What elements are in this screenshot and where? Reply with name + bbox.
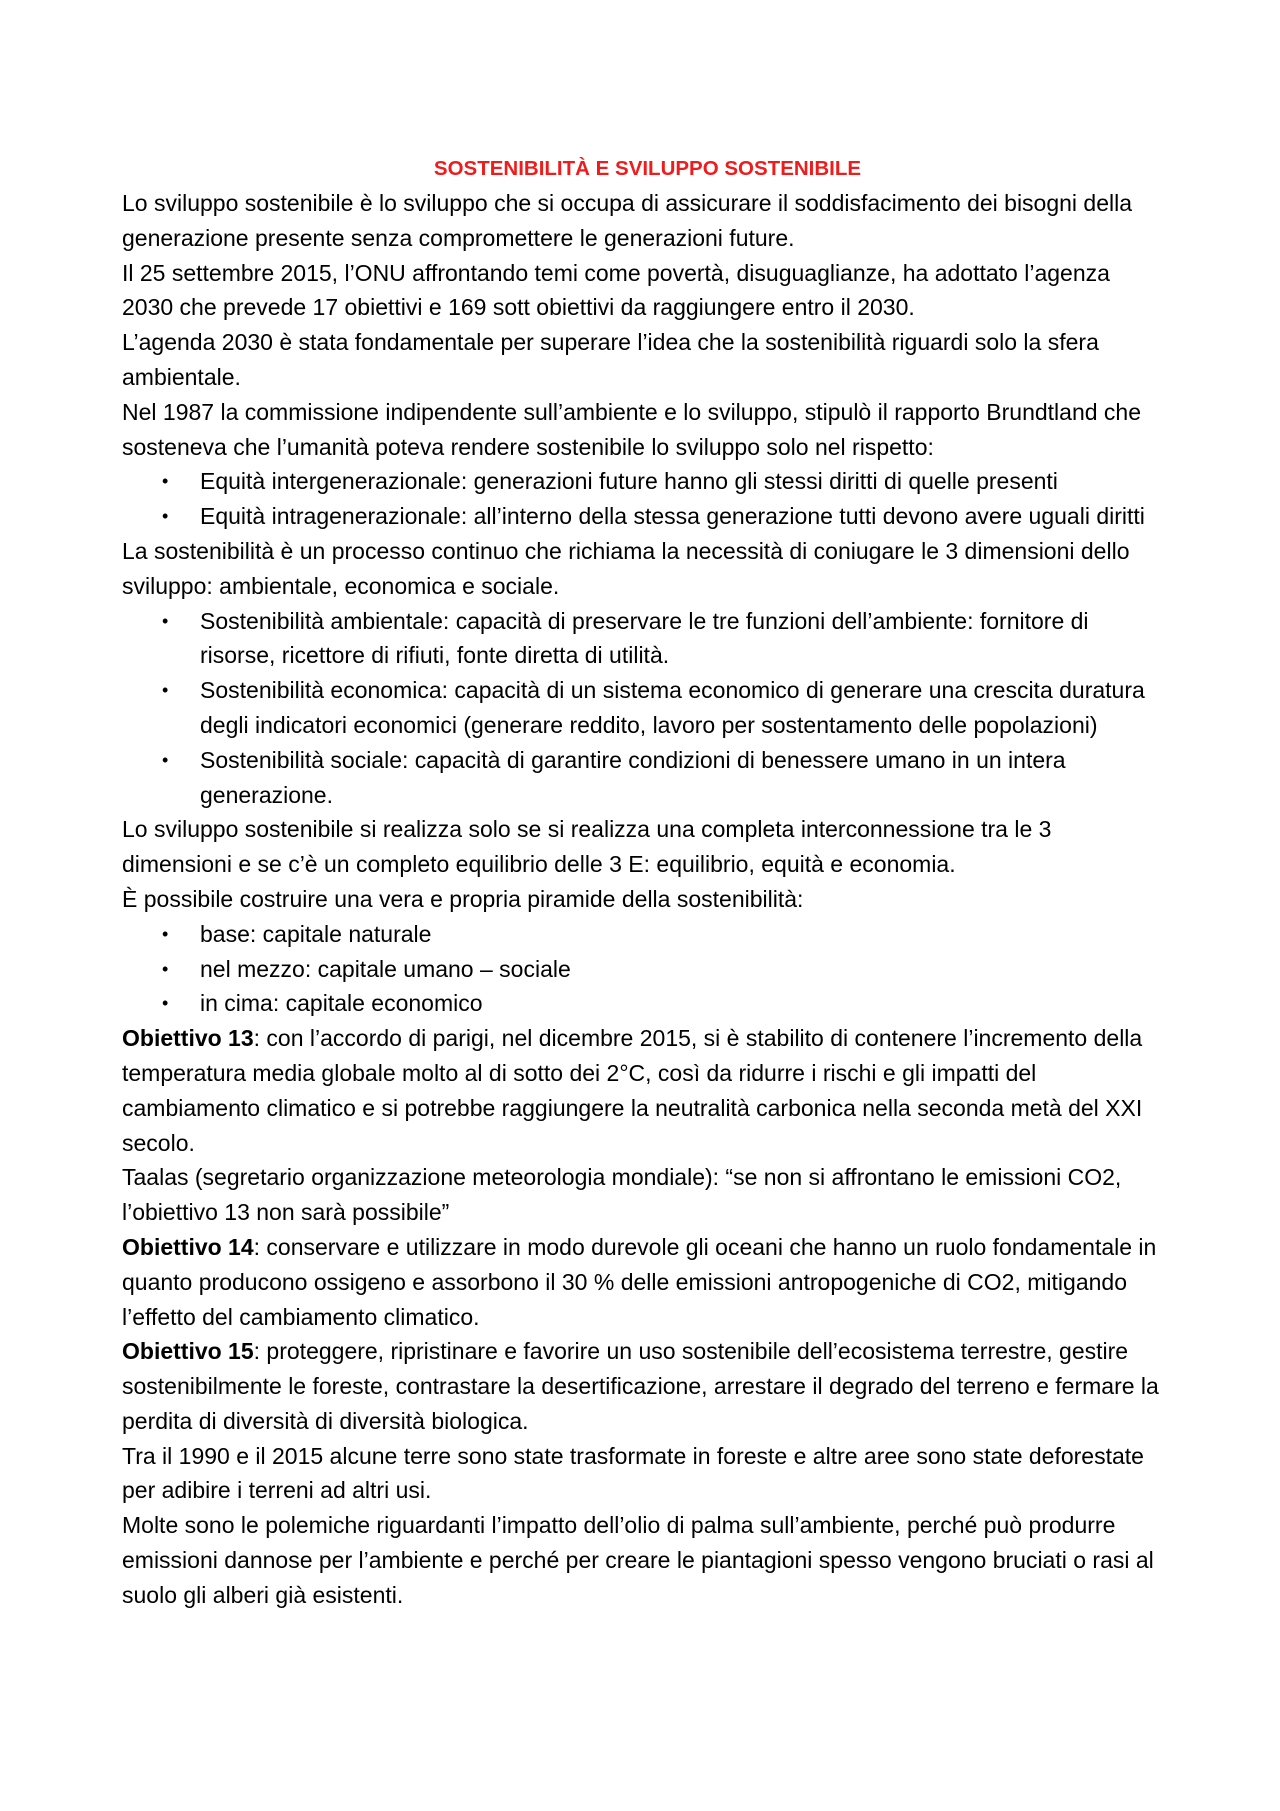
bullet-icon: • [162,749,169,770]
paragraph-dimensions: La sostenibilità è un processo continuo che richiama la necessità di coniugare le 3 dimensioni dello sviluppo: ambientale, economica e sociale. [122,537,1130,599]
objective-13-text: : con l’accordo di parigi, nel dicembre 2015, si è stabilito di contenere l’incremento della temperatura media globale molto al di sotto dei 2°C, così da ridurre i rischi e gli impatti del cambiamento climatico e si potrebbe raggiungere la neutralità carbonica nella seconda metà del XXI secolo. [122,1025,1143,1156]
list-item [162,917,1159,952]
list-item [162,952,1159,987]
objective-15-text: : proteggere, ripristinare e favorire un uso sostenibile dell’ecosistema terrestre, gestire sostenibilmente le foreste, contrastare la desertificazione, arrestare il degrado del terreno e fermare la perdita di diversità di diversità biologica. [122,1338,1159,1434]
list-item-text: Sostenibilità ambientale: capacità di preservare le tre funzioni dell’ambiente: fornitore di risorse, ricettore di rifiuti, fonte diretta di utilità. [200,607,1089,669]
paragraph-agenda-importance: L’agenda 2030 è stata fondamentale per superare l’idea che la sostenibilità riguardi solo la sfera ambientale. [122,329,1099,390]
list-item-text: Equità intergenerazionale: generazioni future hanno gli stessi diritti di quelle presenti [200,468,1058,495]
list-item [162,743,1159,813]
list-item-text: nel mezzo: capitale umano – sociale [200,955,571,982]
pyramid-list [122,917,1159,1021]
paragraph-objective-15 [122,1334,1159,1438]
list-item [162,499,1159,534]
list-item [162,604,1159,674]
paragraph-definition: Lo sviluppo sostenibile è lo sviluppo che si occupa di assicurare il soddisfacimento dei bisogni della generazione presente senza compromettere le generazioni future. [122,190,1133,251]
paragraph-palm-oil: Molte sono le polemiche riguardanti l’impatto dell’olio di palma sull’ambiente, perché può produrre emissioni dannose per l’ambiente e perché per creare le piantagioni spesso vengono bruciati o rasi al suolo gli alberi già esistenti. [122,1512,1154,1608]
bullet-icon: • [162,610,169,631]
dimensions-list [122,604,1159,813]
bullet-icon: • [162,923,169,944]
list-item-text: Sostenibilità economica: capacità di un sistema economico di generare una crescita duratura degli indicatori economici (generare reddito, lavoro per sostentamento delle popolazioni) [200,677,1145,738]
paragraph-pyramid: È possibile costruire una vera e propria piramide della sostenibilità: [122,885,804,912]
paragraph-agenda-2030: Il 25 settembre 2015, l’ONU affrontando temi come povertà, disuguaglianze, ha adottato l’agenza 2030 che prevede 17 obiettivi e 169 sott obiettivi da raggiungere entro il 2030. [122,259,1110,321]
list-item-text: Equità intragenerazionale: all’interno della stessa generazione tutti devono avere uguali diritti [200,503,1145,530]
objective-14-text: : conservare e utilizzare in modo durevole gli oceani che hanno un ruolo fondamentale in quanto producono ossigeno e assorbono il 30 % delle emissioni antropogeniche di CO2, mitigando l’effetto del cambiamento climatico. [122,1233,1157,1330]
list-item [162,673,1159,743]
list-item-text: in cima: capitale economico [200,990,483,1017]
objective-14-label: Obiettivo 14 [122,1233,254,1260]
paragraph-objective-14 [122,1230,1159,1334]
list-item-text: Sostenibilità sociale: capacità di garantire condizioni di benessere umano in un intera generazione. [200,746,1066,808]
list-item [162,464,1159,499]
bullet-icon: • [162,471,169,492]
document-title: SOSTENIBILITÀ E SVILUPPO SOSTENIBILE [433,157,862,180]
list-item [162,986,1159,1021]
bullet-icon: • [162,680,169,701]
paragraph-interconnection: Lo sviluppo sostenibile si realizza solo se si realizza una completa interconnessione tra le 3 dimensioni e se c’è un completo equilibrio delle 3 E: equilibrio, equità e economia. [122,816,1052,878]
list-item-text: base: capitale naturale [200,920,432,947]
equity-list [122,464,1159,534]
paragraph-brundtland: Nel 1987 la commissione indipendente sull’ambiente e lo sviluppo, stipulò il rapporto Brundtland che sosteneva che l’umanità poteva rendere sostenibile lo sviluppo solo nel rispetto: [122,398,1141,460]
objective-13-label: Obiettivo 13 [122,1025,254,1052]
bullet-icon: • [162,993,169,1014]
paragraph-taalas-quote: Taalas (segretario organizzazione meteorologia mondiale): “se non si affrontano le emissioni CO2, l’obiettivo 13 non sarà possibile” [122,1164,1122,1226]
bullet-icon: • [162,958,169,979]
objective-15-label: Obiettivo 15 [122,1338,254,1365]
paragraph-objective-13 [122,1021,1159,1160]
paragraph-deforestation: Tra il 1990 e il 2015 alcune terre sono state trasformate in foreste e altre aree sono state deforestate per adibire i terreni ad altri usi. [122,1442,1144,1504]
bullet-icon: • [162,506,169,527]
